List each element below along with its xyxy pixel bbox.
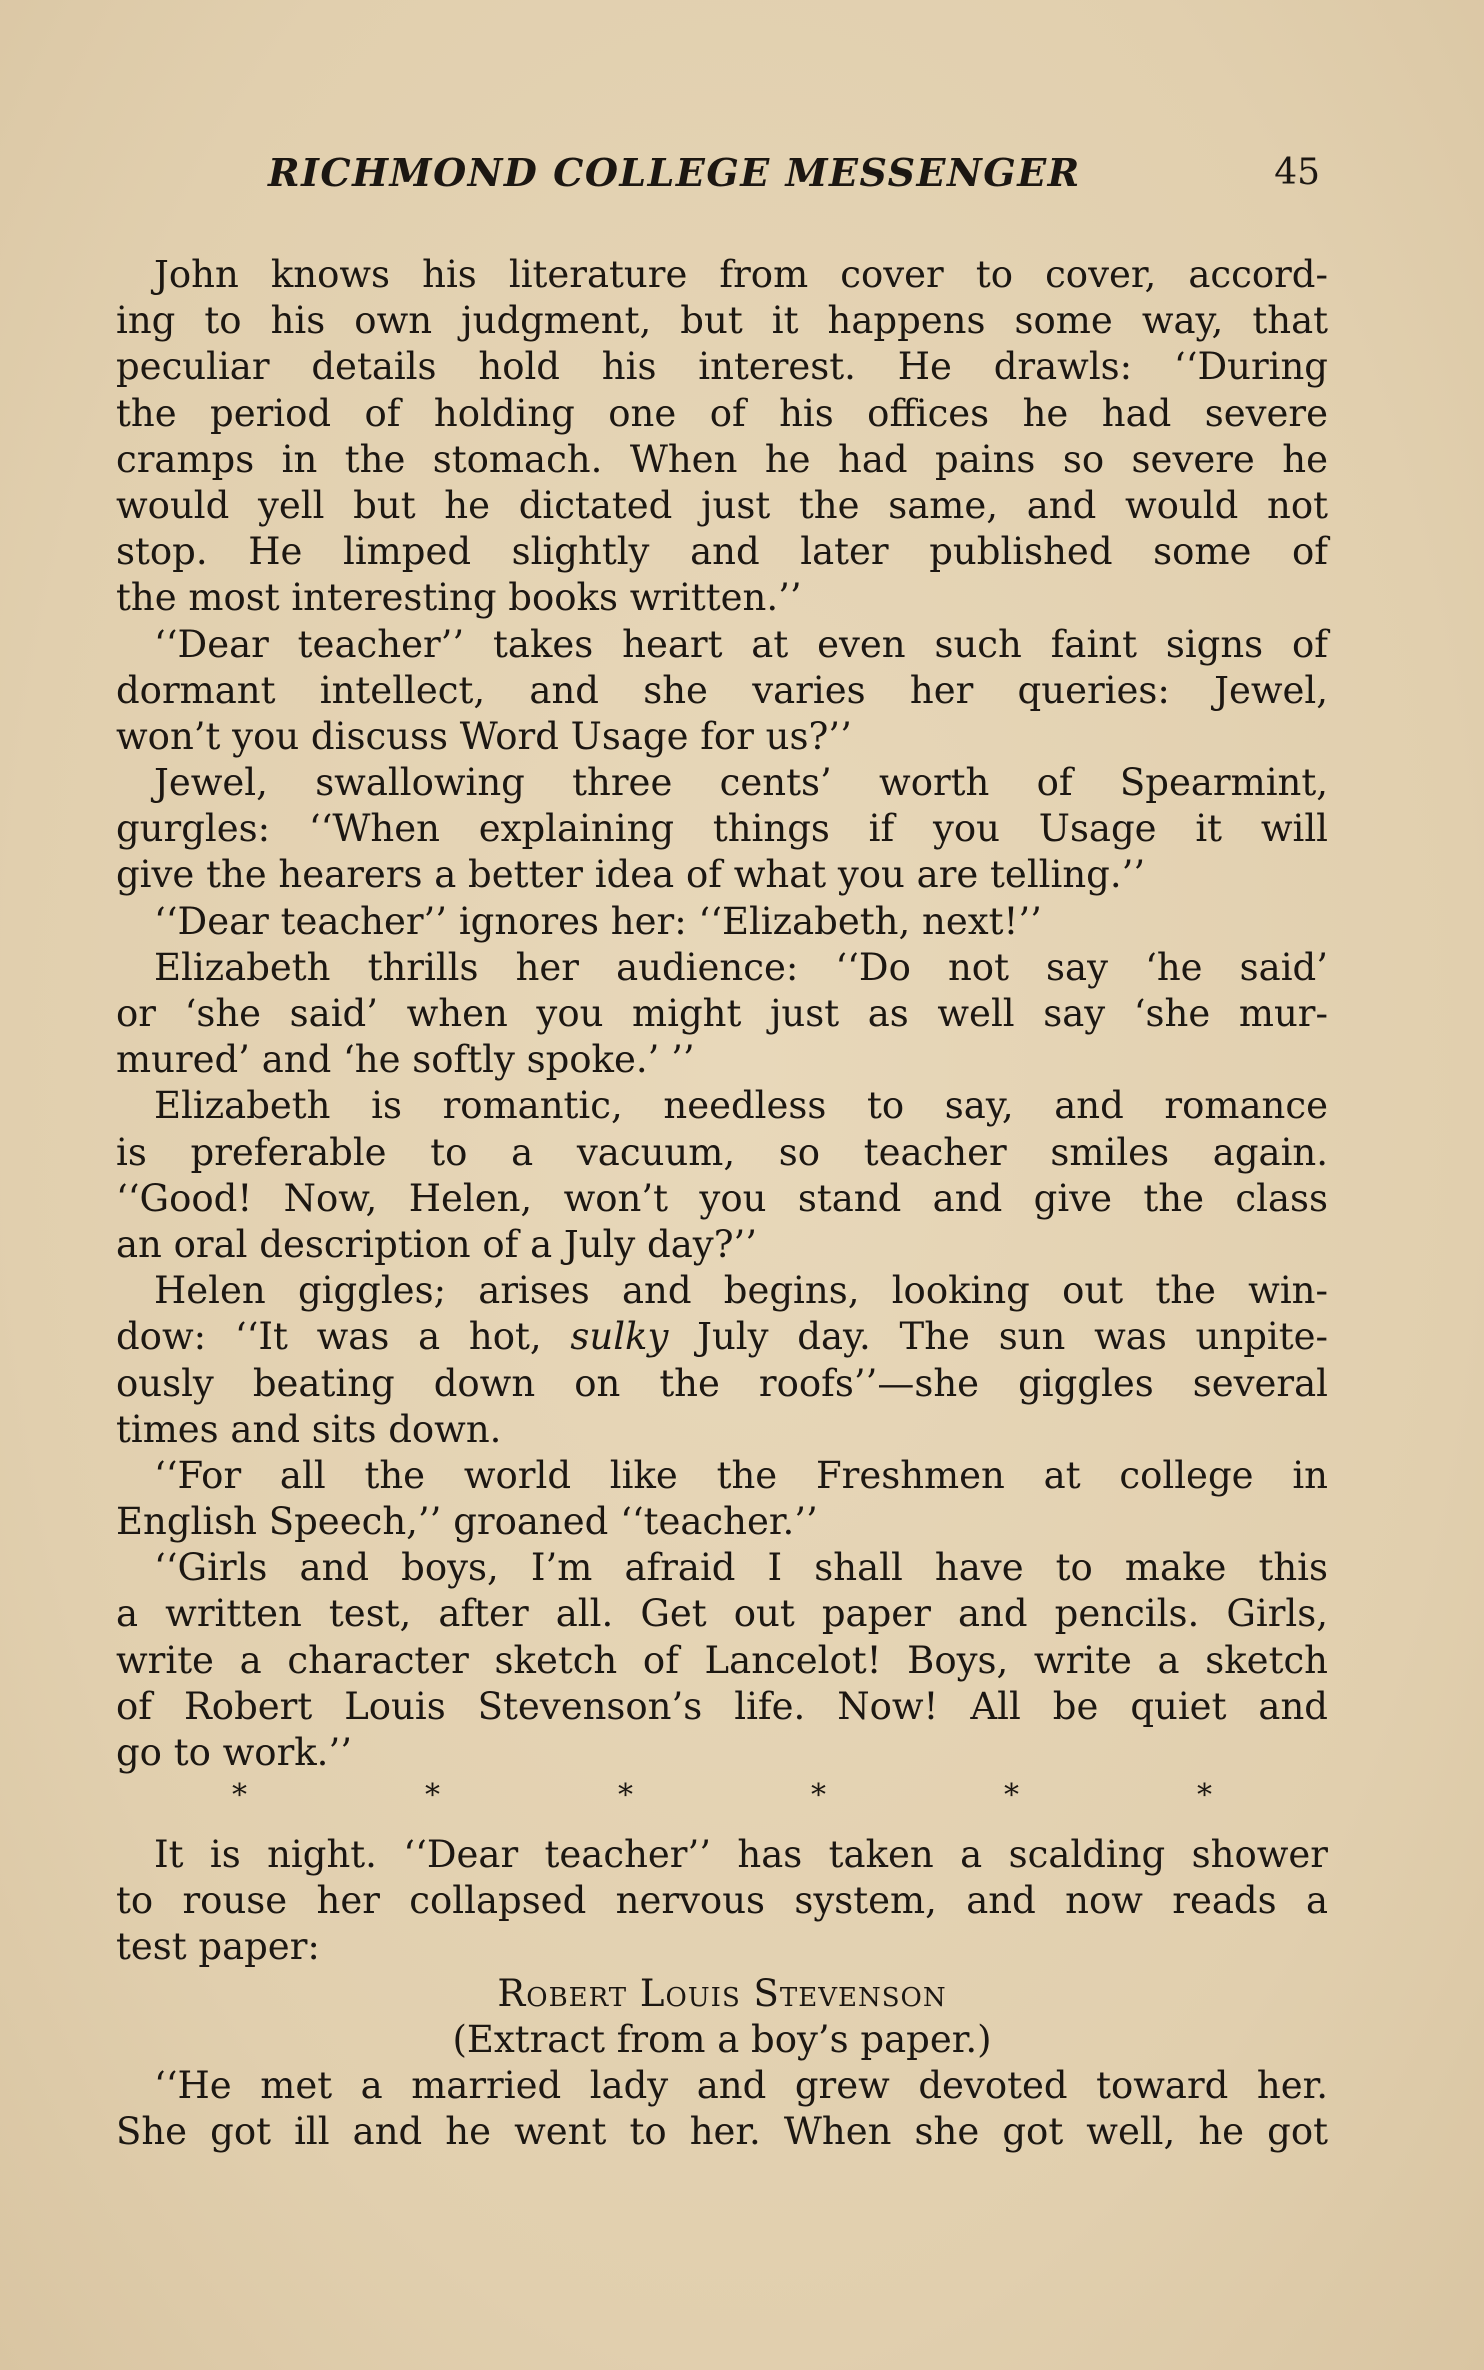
text-line: ing to his own judgment, but it happens some way, that [116,299,1328,343]
text-line: ‘‘Good! Now, Helen, won’t you stand and give the class [116,1176,1328,1220]
text-line: ‘‘Dear teacher’’ takes heart at even such faint signs of [154,622,1328,666]
text-line: Helen giggles; arises and begins, looking out the win- [154,1269,1328,1313]
page-header [268,148,1320,198]
body-text [116,252,1328,1776]
running-title: RICHMOND COLLEGE MESSENGER [268,150,1081,195]
text-line: ‘‘Girls and boys, I’m afraid I shall have to make this [154,1546,1328,1590]
text-line: mured’ and ‘he softly spoke.’ ’’ [116,1038,695,1082]
text-line: ously beating down on the roofs’’—she giggles several [116,1361,1328,1405]
text-line: She got ill and he went to her. When she got well, he got [116,2110,1328,2154]
text-line: Elizabeth is romantic, needless to say, and romance [154,1084,1328,1128]
text-line: an oral description of a July day?’’ [116,1222,758,1266]
text-line: English Speech,’’ groaned ‘‘teacher.’’ [116,1500,818,1544]
text-line: of Robert Louis Stevenson’s life. Now! All be quiet and [116,1684,1328,1728]
italic-word: sulky [570,1315,669,1359]
text-line: stop. He limped slightly and later published some of [116,530,1328,574]
text-segment: dow: ‘‘It was a hot, [116,1315,571,1359]
text-segment: The sun was unpite- [899,1315,1329,1359]
text-line: John knows his literature from cover to cover, accord- [154,253,1328,296]
text-line: ‘‘Dear teacher’’ ignores her: ‘‘Elizabeth, next!’’ [154,899,1042,943]
text-line-with-italic [116,1314,1328,1360]
text-line: test paper: [116,1925,320,1969]
text-segment: July day. [668,1315,900,1359]
text-line: the most interesting books written.’’ [116,576,802,620]
text-line: write a character sketch of Lancelot! Boys, write a sketch [116,1638,1328,1682]
text-line: won’t you discuss Word Usage for us?’’ [116,714,852,758]
asterisk: * [1197,1778,1212,1813]
asterisk: * [618,1778,633,1813]
text-line: is preferable to a vacuum, so teacher smiles again. [116,1130,1328,1174]
text-line: give the hearers a better idea of what you are telling.’’ [116,853,1146,897]
asterisk: * [811,1778,826,1813]
text-line: cramps in the stomach. When he had pains so severe he [116,437,1328,481]
text-line: to rouse her collapsed nervous system, and now reads a [116,1879,1328,1923]
text-line: Elizabeth thrills her audience: ‘‘Do not say ‘he said’ [154,945,1328,989]
paper-subheading: (Extract from a boy’s paper.) [452,2017,992,2061]
text-line: would yell but he dictated just the same, and would not [116,483,1328,527]
page-number: 45 [1274,152,1320,193]
asterisk: * [232,1778,247,1813]
text-line: Jewel, swallowing three cents’ worth of Spearmint, [154,761,1328,805]
text-line: or ‘she said’ when you might just as well say ‘she mur- [116,992,1328,1035]
text-line: gurgles: ‘‘When explaining things if you Usage it will [116,807,1328,851]
text-line: dormant intellect, and she varies her queries: Jewel, [116,668,1328,712]
text-line: a written test, after all. Get out paper and pencils. Girls, [116,1592,1328,1636]
body-text-continued [116,1832,1328,2155]
section-break-asterisks [232,1776,1212,1816]
text-line: the period of holding one of his offices he had severe [116,391,1328,435]
text-line: times and sits down. [116,1407,502,1451]
paper-heading: Robert Louis Stevenson [497,1971,947,2015]
text-line: peculiar details hold his interest. He drawls: ‘‘During [116,345,1328,389]
asterisk: * [1004,1778,1019,1813]
text-line: ‘‘For all the world like the Freshmen at college in [154,1453,1328,1497]
text-line: ‘‘He met a married lady and grew devoted toward her. [154,2063,1328,2107]
text-line: go to work.’’ [116,1731,352,1774]
asterisk: * [425,1778,440,1813]
text-line: It is night. ‘‘Dear teacher’’ has taken a scalding shower [154,1833,1328,1876]
